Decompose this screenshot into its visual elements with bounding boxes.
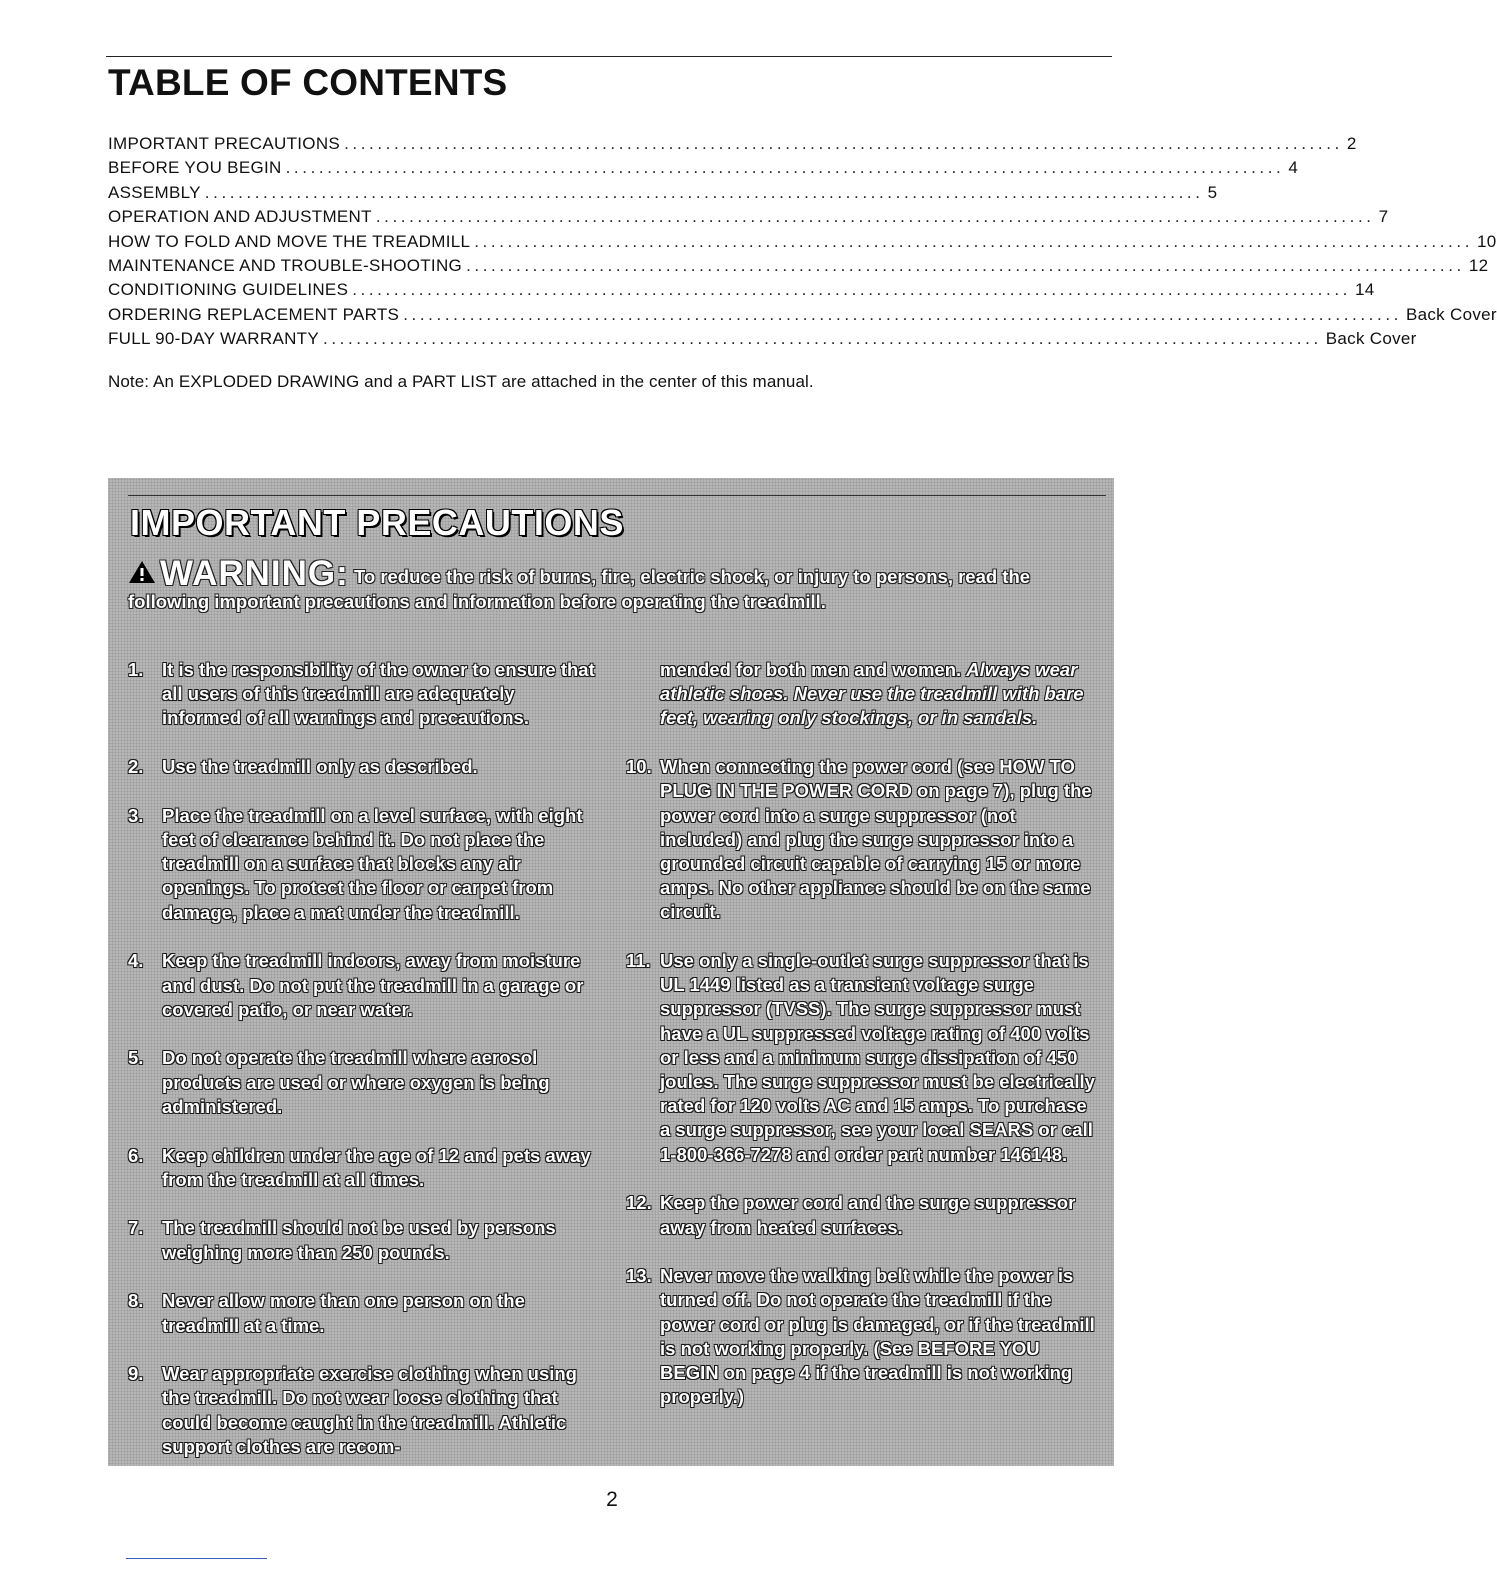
toc-entry-label: MAINTENANCE AND TROUBLE-SHOOTING	[108, 255, 463, 275]
toc-entry[interactable]	[108, 156, 1299, 180]
bottom-rule	[126, 1558, 267, 1559]
toc-entry[interactable]	[108, 254, 1489, 278]
precaution-number: 8.	[128, 1290, 144, 1312]
precaution-text: When connecting the power cord (see HOW TO PLUG IN THE POWER CORD on page 7), plug the power cord into a surge suppressor (not included) and plug the surge suppressor into a grounded circuit capable of carrying 15 or more amps. No other appliance should be on the same circuit.	[660, 756, 1092, 923]
precaution-item	[128, 1144, 598, 1192]
toc-entry-page: 4	[1288, 158, 1299, 178]
precaution-item	[128, 1289, 598, 1337]
toc-leader-dots: ........................................................................................................................	[466, 255, 1465, 275]
toc-entry-page: 14	[1354, 280, 1375, 300]
toc-entry-page: Back Cover	[1325, 329, 1417, 349]
toc-title: TABLE OF CONTENTS	[108, 62, 508, 103]
toc-leader-dots: ........................................................................................................................	[474, 231, 1474, 251]
top-rule	[106, 56, 1112, 57]
continued-text: mended for both men and women.	[660, 659, 967, 680]
precaution-text: Use only a single-outlet surge suppressor that is UL 1449 listed as a transient voltage surge suppressor (TVSS). The surge suppressor must have a UL suppressed voltage rating of 400 volts or less and a minimum surge dissipation of 450 joules. The surge suppressor must be electrically rated for 120 volts AC and 15 amps. To purchase a surge suppressor, see your local SEARS or call 1-800-366-7278 and order part number 146148.	[660, 950, 1095, 1165]
precaution-item	[128, 804, 598, 925]
toc-entry[interactable]	[108, 132, 1357, 156]
toc-entry[interactable]	[108, 181, 1218, 205]
precaution-number: 2.	[128, 756, 144, 778]
toc-leader-dots: ........................................................................................................................	[323, 329, 1322, 349]
precautions-title: IMPORTANT PRECAUTIONS	[130, 502, 624, 543]
toc-entry[interactable]	[108, 205, 1389, 229]
precaution-item	[626, 1191, 1096, 1239]
toc-entry[interactable]	[108, 230, 1497, 254]
toc-leader-dots: ........................................................................................................................	[352, 280, 1351, 300]
precaution-number: 13.	[626, 1265, 652, 1287]
precaution-text: It is the responsibility of the owner to ensure that all users of this treadmill are adequately informed of all warnings and precautions.	[162, 659, 595, 729]
toc-entry-label: ORDERING REPLACEMENT PARTS	[108, 304, 400, 324]
toc-note: Note: An EXPLODED DRAWING and a PART LIST are attached in the center of this manual.	[108, 372, 814, 391]
toc-entry-page: 2	[1346, 134, 1357, 153]
toc-entry-label: HOW TO FOLD AND MOVE THE TREADMILL	[108, 231, 471, 251]
precaution-number: 4.	[128, 950, 144, 972]
precaution-item	[128, 755, 598, 779]
toc-entry-page: 5	[1207, 182, 1218, 202]
toc-entry-page: 10	[1477, 231, 1497, 251]
precaution-text: Never allow more than one person on the treadmill at a time.	[162, 1290, 525, 1336]
precaution-number: 1.	[128, 659, 144, 680]
toc-entry-label: CONDITIONING GUIDELINES	[108, 280, 349, 300]
warning-text: To reduce the risk of burns, fire, electric shock, or injury to persons, read the following important precautions and information before operating the treadmill.	[128, 566, 1031, 612]
panel-rule	[128, 495, 1106, 496]
precaution-number: 10.	[626, 756, 652, 778]
precaution-text: Keep children under the age of 12 and pets away from the treadmill at all times.	[162, 1144, 591, 1190]
precaution-number: 3.	[128, 804, 144, 826]
precaution-number: 12.	[626, 1192, 652, 1214]
precaution-number: 6.	[128, 1144, 144, 1166]
toc-leader-dots: ........................................................................................................................	[403, 304, 1402, 324]
precaution-item	[626, 755, 1096, 924]
precaution-item	[128, 1216, 598, 1264]
toc-leader-dots: ........................................................................................................................	[204, 182, 1204, 202]
precaution-item	[128, 658, 598, 731]
toc-entry-label: ASSEMBLY	[108, 182, 201, 202]
continued-emphasis-text: Always wear athletic shoes. Never use the treadmill with bare feet, wearing only stockings, or in sandals.	[660, 659, 1084, 729]
precaution-item	[128, 1046, 598, 1119]
warning-triangle-icon	[128, 560, 156, 584]
precaution-text: Wear appropriate exercise clothing when using the treadmill. Do not wear loose clothing that could become caught in the treadmill. Athletic support clothes are recom-	[162, 1363, 577, 1457]
toc-entry-page: Back Cover	[1405, 304, 1497, 324]
toc-entry[interactable]	[108, 278, 1375, 302]
precaution-text: Keep the treadmill indoors, away from moisture and dust. Do not put the treadmill in a garage or covered patio, or near water.	[162, 950, 584, 1020]
toc-leader-dots: ........................................................................................................................	[375, 207, 1375, 227]
toc-entry-label: BEFORE YOU BEGIN	[108, 158, 282, 178]
precaution-item	[128, 1362, 598, 1459]
toc-entry[interactable]	[108, 303, 1497, 327]
toc-entry-label: IMPORTANT PRECAUTIONS	[108, 134, 341, 153]
precaution-item	[128, 949, 598, 1022]
precaution-number: 9.	[128, 1363, 144, 1385]
precaution-text: Place the treadmill on a level surface, with eight feet of clearance behind it. Do not place the treadmill on a surface that blocks any air openings. To protect the floor or carpet from damage, place a mat under the treadmill.	[162, 804, 583, 923]
warning-block	[128, 554, 1088, 614]
toc-entry-label: FULL 90-DAY WARRANTY	[108, 329, 319, 349]
precaution-item	[626, 949, 1096, 1167]
precautions-left-column	[128, 658, 598, 1484]
warning-label: WARNING:	[160, 554, 349, 593]
precaution-text: The treadmill should not be used by persons weighing more than 250 pounds.	[162, 1217, 556, 1263]
precaution-number: 7.	[128, 1217, 144, 1239]
page-number: 2	[606, 1488, 618, 1511]
precautions-right-column	[626, 658, 1096, 1434]
toc-entry-page: 7	[1378, 207, 1389, 227]
toc-leader-dots: ........................................................................................................................	[285, 158, 1285, 178]
precaution-text: Do not operate the treadmill where aerosol products are used or where oxygen is being administered.	[162, 1047, 550, 1117]
toc-leader-dots: ........................................................................................................................	[344, 134, 1343, 153]
toc-entry-page: 12	[1468, 255, 1489, 275]
precautions-panel	[108, 478, 1114, 1466]
toc-list	[108, 132, 1497, 352]
toc-entry[interactable]	[108, 327, 1417, 351]
precaution-text: Never move the walking belt while the power is turned off. Do not operate the treadmill if the power cord or plug is damaged, or if the treadmill is not working properly. (See BEFORE YOU BEGIN on page 4 if the treadmill is not working properly.)	[660, 1265, 1095, 1408]
precaution-number: 5.	[128, 1047, 144, 1069]
precaution-number: 11.	[626, 950, 651, 972]
precaution-item-9-continued	[626, 658, 1096, 731]
precaution-text: Use the treadmill only as described.	[162, 756, 478, 778]
precaution-item	[626, 1264, 1096, 1409]
toc-entry-label: OPERATION AND ADJUSTMENT	[108, 207, 372, 227]
precaution-text: Keep the power cord and the surge suppressor away from heated surfaces.	[660, 1192, 1076, 1238]
